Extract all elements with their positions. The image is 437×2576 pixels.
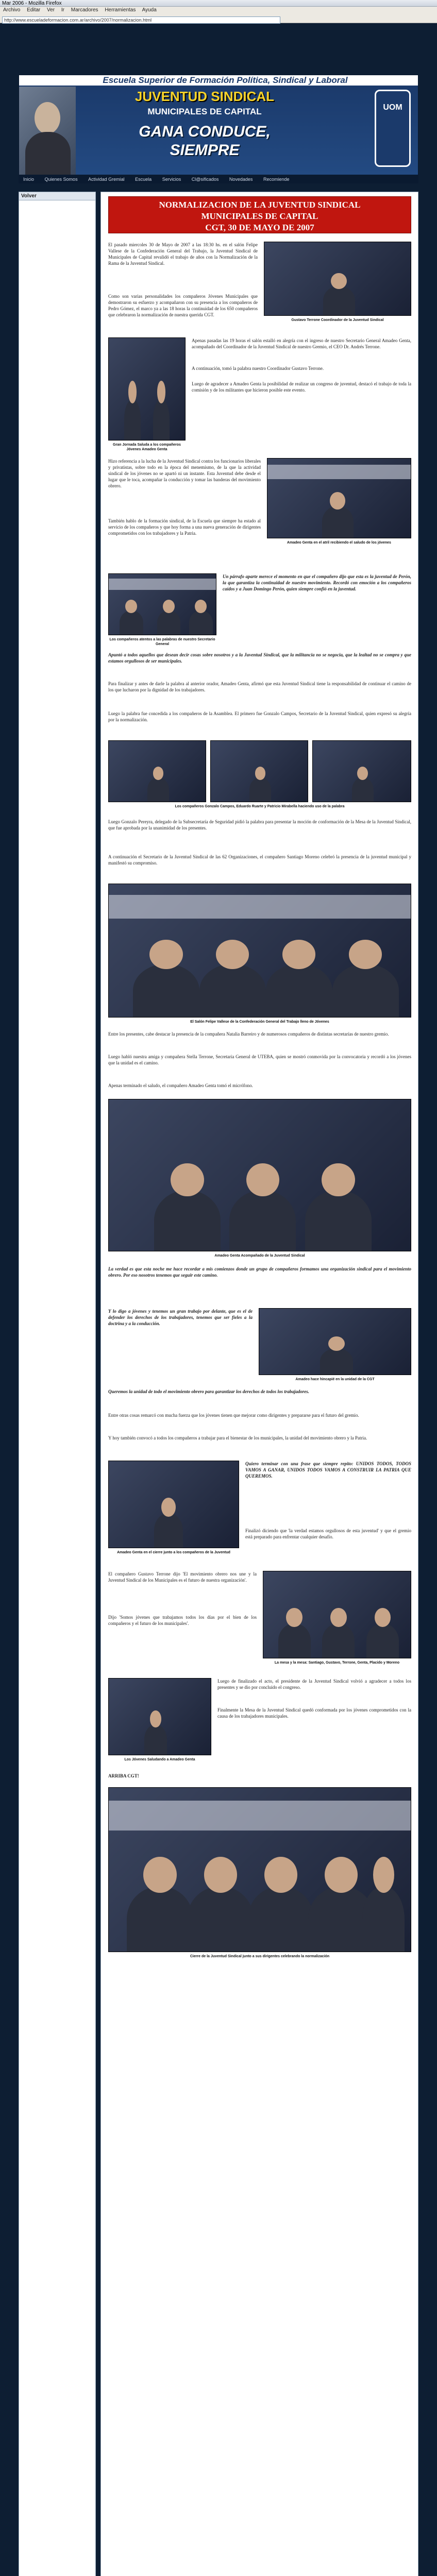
quote: Y lo digo a jóvenes y tenemos un gran trabajo por delante, que es el de defender los derechos de los trabajadores, tenemos que ser fieles a la doctrina y a la conducción. [108,1309,253,1326]
paragraph: A continuación el Secretario de la Juventud Sindical de las 62 Organizaciones, el compañero Santiago Moreno celebró la presencia de la juventud municipal y manifestó su compromiso. [108,854,411,866]
photo-caption: El Salón Felipe Vallese de la Confederación General del Trabajo lleno de Jóvenes [190,1020,329,1024]
photo-ruarte [210,740,308,802]
nav-servicios[interactable]: Servicios [162,177,181,182]
paragraph: Luego la palabra fue concedida a los compañeros de la Asamblea. El primero fue Gonzalo Campos, Secretario de la Juventud Sindical, quien expresó su alegría por la normalización. [108,711,411,722]
nav-actividad-gremial[interactable]: Actividad Gremial [88,177,125,182]
paragraph: Hizo referencia a la lucha de la Juventud Sindical contra los funcionarios liberales y privatistas, sobre todo en la época del menemismo, de la que la actividad sindical de los jóvenes no se apartó ni un instante. Esta Juventud debe desde el lugar que le toca, acompañar la conducción y tomar las banderas del movimiento obrero. [108,459,261,488]
menu-help[interactable]: Ayuda [142,7,157,13]
photo-genta-greeting [108,337,186,440]
main-nav [19,175,418,183]
article-content [100,192,418,2576]
paragraph: Para finalizar y antes de darle la palabra al anterior orador, Amadeo Genta, afirmó que esta Juventud Sindical tiene la responsabilidad de continuar el camino de los que lucharon por la dignidad de los trabajadores. [108,681,411,692]
union-logo: UOM [375,90,411,167]
banner-slogan: GANA CONDUCE, SIEMPRE [139,123,271,159]
photo-audience [108,573,216,635]
paragraph: Luego Gonzalo Pereyra, delegado de la Subsecretaría de Seguridad pidió la palabra para presentar la moción de conformación de la Mesa de la Juventud Sindical, que fue aprobada por la unanimidad de los presentes. [108,819,411,831]
headline-line-3: CGT, 30 DE MAYO DE 2007 [205,223,314,232]
address-bar [0,14,437,23]
paragraph: Apenas terminado el saludo, el compañero Amadeo Genta tomó el micrófono. [108,1083,253,1088]
closing-text: ARRIBA CGT! [108,1773,139,1778]
banner-school-name: Escuela Superior de Formación Política, Sindical y Laboral [103,75,348,85]
photo-terrone [264,242,411,316]
quote: Apuntó a todos aquellos que desean decir cosas sobre nosotros y a la Juventud Sindical, que la militancia no se negocia, que la lealtad no se compra y que estamos orgullosos de ser municipales. [108,652,411,664]
paragraph: Y hoy también convocó a todos los compañeros a trabajar para el bienestar de los municipales, la unidad del movimiento obrero y la Patria. [108,1435,367,1440]
photo-mirabella [312,740,411,802]
site-banner [19,75,418,175]
nav-clasificados[interactable]: Cl@sificados [191,177,219,182]
photo-caption: Los compañeros atentos a las palabras de nuestro Secretario General [109,638,215,646]
paragraph: A continuación, tomó la palabra nuestro Coordinador Gustavo Terrone. [192,366,324,371]
quote: Un párrafo aparte merece el momento en que el compañero dijo que esta es la juventud de Perón, la que garantiza la continuidad de nuestro movimiento. Recordó con emoción a los compañeros caídos y a Juan Domingo Perón, quien siempre confió en la juventud. [223,574,411,591]
nav-recomiende[interactable]: Recomiende [263,177,290,182]
paragraph: Entre los presentes, cabe destacar la presencia de la compañera Natalia Barreiro y de numerosos compañeros de distintas secretarías de nuestro gremio. [108,1031,389,1037]
photo-caption: La mesa y la mesa: Santiago, Gustavo, Terrone, Genta, Placido y Moreno [274,1661,400,1665]
menu-edit[interactable]: Editar [27,7,41,13]
photo-genta-juventud [108,1099,411,1251]
photo-genta-unidad [259,1308,411,1375]
quote: Quiero terminar con una frase que siempre repito: UNIDOS TODOS, TODOS VAMOS A GANAR, UNIDOS TODOS VAMOS A CONSTRUIR LA PATRIA QUE QUEREMOS. [245,1461,411,1479]
paragraph: Luego de agradecer a Amadeo Genta la posibilidad de realizar un congreso de juventud, destacó el trabajo de toda la comisión y de los militantes que hicieron posible este evento. [192,381,411,393]
headline-line-2: MUNICIPALES DE CAPITAL [201,211,318,221]
paragraph: Entre otras cosas remarcó con mucha fuerza que los jóvenes tienen que mejorar como dirigentes y prepararse para el futuro del gremio. [108,1413,359,1418]
photo-caption: Gustavo Terrone Coordinador de la Juventud Sindical [291,318,384,322]
window-title-bar [0,0,437,7]
url-input[interactable] [2,16,280,24]
sidebar [19,192,96,2576]
photo-salon-lleno [108,884,411,1018]
nav-quienes-somos[interactable]: Quienes Somos [44,177,78,182]
photo-caption: Los compañeros Gonzalo Campos, Eduardo Ruarte y Patricio Mirabella haciendo uso de la palabra [175,805,345,808]
banner-juventud: JUVENTUD SINDICAL [135,89,275,104]
photo-genta-atril [267,458,411,538]
photo-caption: Gran Jornada Saluda a los compañeros Jóvenes Amadeo Genta [113,443,181,451]
paragraph: Luego de finalizado el acto, el presidente de la Juventud Sindical volvió a agradecer a todos los presentes y se dio por concluido el congreso. [217,1679,411,1690]
quote: La verdad es que esta noche me hace recordar a mis comienzos donde un grupo de compañeros formamos una organización sindical para el movimiento obrero. Por eso nosotros tenemos que seguir este camino. [108,1266,411,1278]
nav-novedades[interactable]: Novedades [229,177,253,182]
photo-jovenes-saludando [108,1678,211,1755]
headline-line-1: NORMALIZACION DE LA JUVENTUD SINDICAL [159,200,361,210]
sidebar-back-link[interactable]: Volver [19,192,95,200]
photo-caption: Amadeo hace hincapié en la unidad de la CGT [295,1378,375,1381]
nav-escuela[interactable]: Escuela [135,177,152,182]
paragraph: Como son varias personalidades los compañeros Jóvenes Municipales que demostraron su esfuerzo y acompañaron con su presencia a los compañeros de Pedro Gómez, el marco ya a las 18 horas la continuidad de los 650 compañeros que celebraron la normalización de nuestra querida CGT. [108,294,258,317]
paragraph: Apenas pasadas las 19 horas el salón estalló en alegría con el ingreso de nuestro Secretario General Amadeo Genta, acompañado del Coordinador de la Juventud Sindical de nuestro Gremio, el CEO Dr. Andrés Terrone. [192,338,411,349]
banner-municipales: MUNICIPALES DE CAPITAL [147,107,262,116]
paragraph: Dijo 'Somos jóvenes que trabajamos todos los días por el bien de los compañeros y el futuro de los municipales'. [108,1615,257,1626]
menu-file[interactable]: Archivo [3,7,21,13]
paragraph: El pasado miercoles 30 de Mayo de 2007 a las 18:30 hs. en el salón Felipe Vallese de la Confederación General del Trabajo, la Juventud Sindical de Municipales de Capital revalidó el trabajo de años con la Normalización de la Rama de la Juventud Sindical. [108,242,258,266]
menu-bookmarks[interactable]: Marcadores [71,7,98,13]
paragraph: Finalmente la Mesa de la Juventud Sindical quedó conformada por los jóvenes comprometidos con la causa de los trabajadores municipales. [217,1707,411,1719]
photo-mesa [263,1571,411,1658]
article-headline [108,196,411,233]
window-title: Mar 2006 - Mozilla Firefox [2,1,62,6]
photo-caption: Amadeo Genta Acompañado de la Juventud Sindical [214,1254,305,1258]
photo-caption: Amadeo Genta en el atril recibiendo el saludo de los jóvenes [287,541,391,545]
paragraph: También hablo de la formación sindical, de la Escuela que siempre ha estado al servicio de los compañeros y que hoy forma a una nueva generación de dirigentes comprometidos con los trabajadores y la Patria. [108,518,261,536]
paragraph: Luego habló nuestra amiga y compañera Stella Terrone, Secretaria General de UTEBA, quien se mostró conmovida por la convocatoria y recordó a los jóvenes que la unidad es el camino. [108,1054,411,1065]
nav-inicio[interactable]: Inicio [23,177,35,182]
photo-campos [108,740,206,802]
paragraph: El compañero Gustavo Terrone dijo 'El movimiento obrero nos une y la Juventud Sindical de los Municipales es el futuro de nuestra organización'. [108,1571,257,1583]
photo-cierre [108,1461,239,1548]
menu-tools[interactable]: Herramientas [105,7,136,13]
photo-final-group [108,1787,411,1952]
banner-portrait [19,87,76,175]
browser-menu-bar [0,7,437,14]
quote: Queremos la unidad de todo el movimiento obrero para garantizar los derechos de todos los trabajadores. [108,1389,310,1394]
photo-caption: Cierre de la Juventud Sindical junto a sus dirigentes celebrando la normalización [190,1955,330,1958]
paragraph: Finalizó diciendo que 'la verdad estamos orgullosos de esta juventud' y que el gremio está preparado para enfrentar cualquier desafío. [245,1528,411,1539]
photo-caption: Los Jóvenes Saludando a Amadeo Genta [124,1758,195,1761]
menu-go[interactable]: Ir [61,7,64,13]
menu-view[interactable]: Ver [47,7,55,13]
photo-caption: Amadeo Genta en el cierre junto a los compañeros de la Juventud [117,1551,230,1554]
